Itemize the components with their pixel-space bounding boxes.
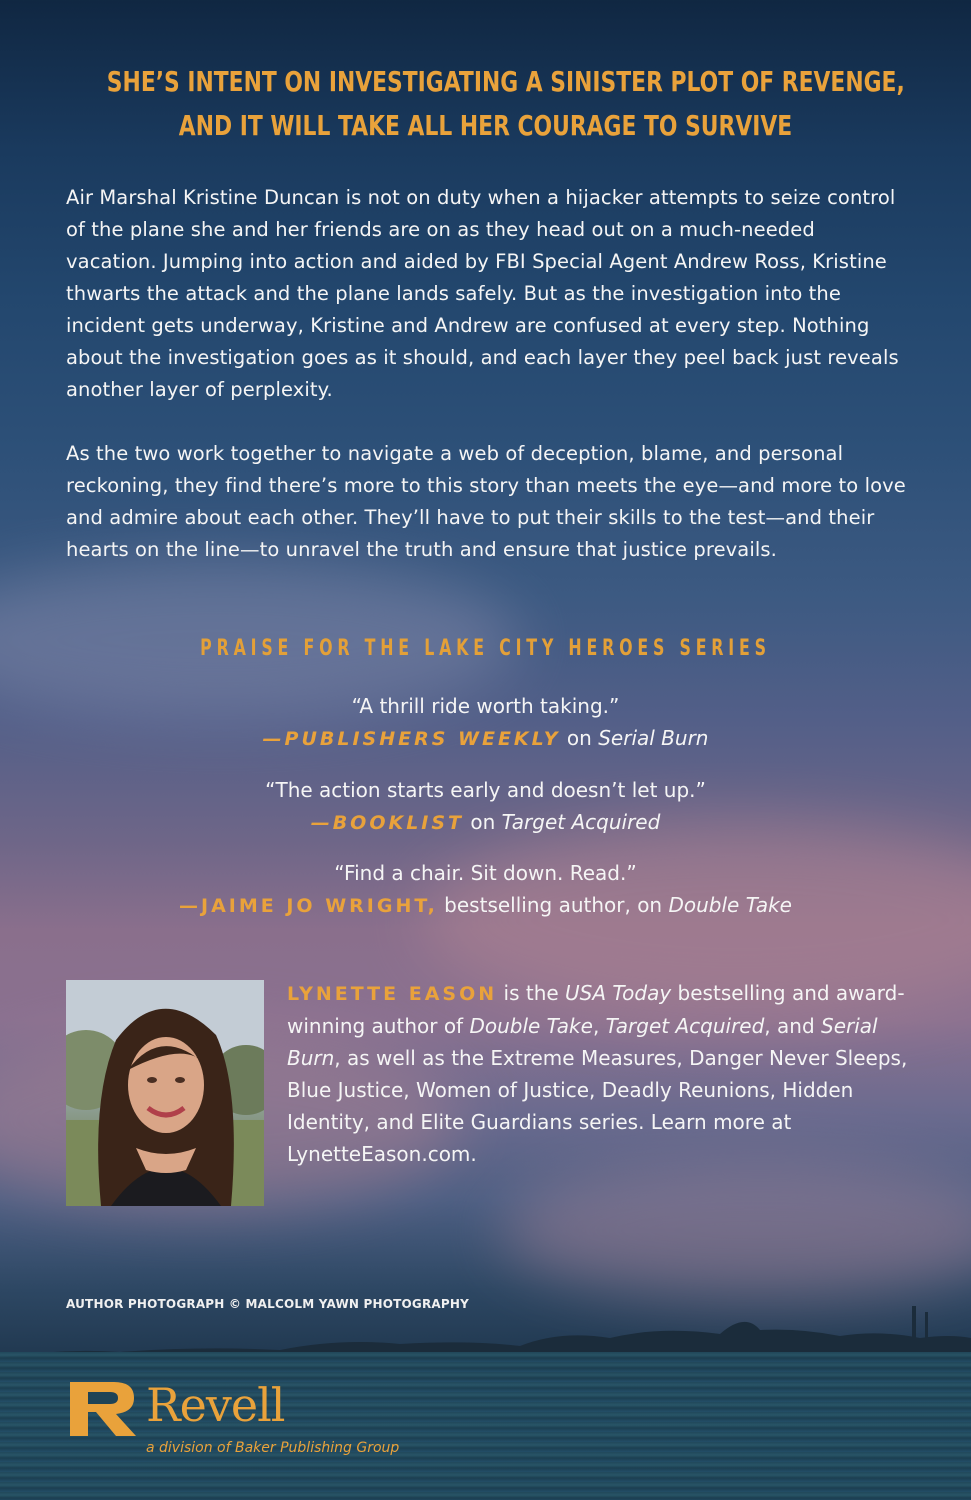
praise-quote: [0, 690, 971, 755]
bio-text: , as well as the Extreme Measures, Danger Never Sleeps, Blue Justice, Women of Justice, Deadly Reunions, Hidden Identity, and Elite Guardians series. Learn more at LynetteEason.com.: [287, 1046, 908, 1166]
praise-quote: [0, 774, 971, 839]
quote-on: on: [464, 810, 502, 834]
bio-text: bestselling and award-winning author of: [287, 981, 905, 1038]
quote-source: —BOOKLIST: [310, 812, 465, 834]
cloud-band: [500, 1160, 971, 1300]
quote-source: —JAIME JO WRIGHT,: [179, 895, 438, 917]
revell-r-icon: [66, 1378, 138, 1440]
author-bio: [287, 977, 927, 1170]
quote-attribution: [0, 806, 971, 839]
bio-title: Serial Burn: [287, 1014, 878, 1070]
synopsis-paragraph-2: As the two work together to navigate a web of deception, blame, and personal reckoning, they find there’s more to this story than meets the eye—and more to love and admire about each other. They’ll have to put their skills to the test—and their hearts on the line—to unravel the truth and ensure that justice prevails.: [66, 442, 906, 561]
bio-title: Double Take: [469, 1014, 593, 1038]
bio-text: is the: [497, 981, 566, 1005]
quote-text: “Find a chair. Sit down. Read.”: [334, 861, 637, 885]
quote-text: “The action starts early and doesn’t let up.”: [265, 778, 706, 802]
bio-title: USA Today: [565, 981, 672, 1005]
headline-line-1: SHE’S INTENT ON INVESTIGATING A SINISTER PLOT OF REVENGE,: [106, 65, 905, 98]
synopsis-paragraph-1: Air Marshal Kristine Duncan is not on duty when a hijacker attempts to seize control of the plane she and her friends are on as they head out on a much-needed vacation. Jumping into action and aided by FBI Special Agent Andrew Ross, Kristine thwarts the attack and the plane lands safely. But as the investigation into the incident gets underway, Kristine and Andrew are confused at every step. Nothing about the investigation goes as it should, and each layer they peel back just reveals another layer of perplexity.: [66, 186, 899, 401]
publisher-subtitle: a division of Baker Publishing Group: [146, 1440, 400, 1456]
praise-heading: PRAISE FOR THE LAKE CITY HEROES SERIES: [200, 636, 771, 661]
headline-line-2: AND IT WILL TAKE ALL HER COURAGE TO SURVIVE: [178, 109, 793, 142]
quote-title: Double Take: [668, 893, 792, 917]
publisher-name: Revell: [146, 1378, 285, 1432]
quote-title: Serial Burn: [598, 726, 709, 750]
quote-on: bestselling author, on: [437, 893, 669, 917]
quote-source: —PUBLISHERS WEEKLY: [262, 728, 561, 750]
photo-credit: AUTHOR PHOTOGRAPH © MALCOLM YAWN PHOTOGRAPHY: [66, 1297, 470, 1311]
author-name: LYNETTE EASON: [287, 983, 498, 1005]
publisher-logo: [66, 1378, 400, 1468]
headline: [106, 60, 905, 148]
praise-quote: [0, 857, 971, 922]
bio-text: , and: [764, 1014, 821, 1038]
quote-attribution: [0, 889, 971, 922]
quote-on: on: [560, 726, 599, 750]
author-photo: [66, 980, 264, 1206]
quote-text: “A thrill ride worth taking.”: [351, 694, 620, 718]
bio-title: Target Acquired: [605, 1014, 765, 1038]
bio-text: ,: [592, 1014, 606, 1038]
quote-attribution: [0, 722, 971, 755]
quote-title: Target Acquired: [501, 810, 661, 834]
